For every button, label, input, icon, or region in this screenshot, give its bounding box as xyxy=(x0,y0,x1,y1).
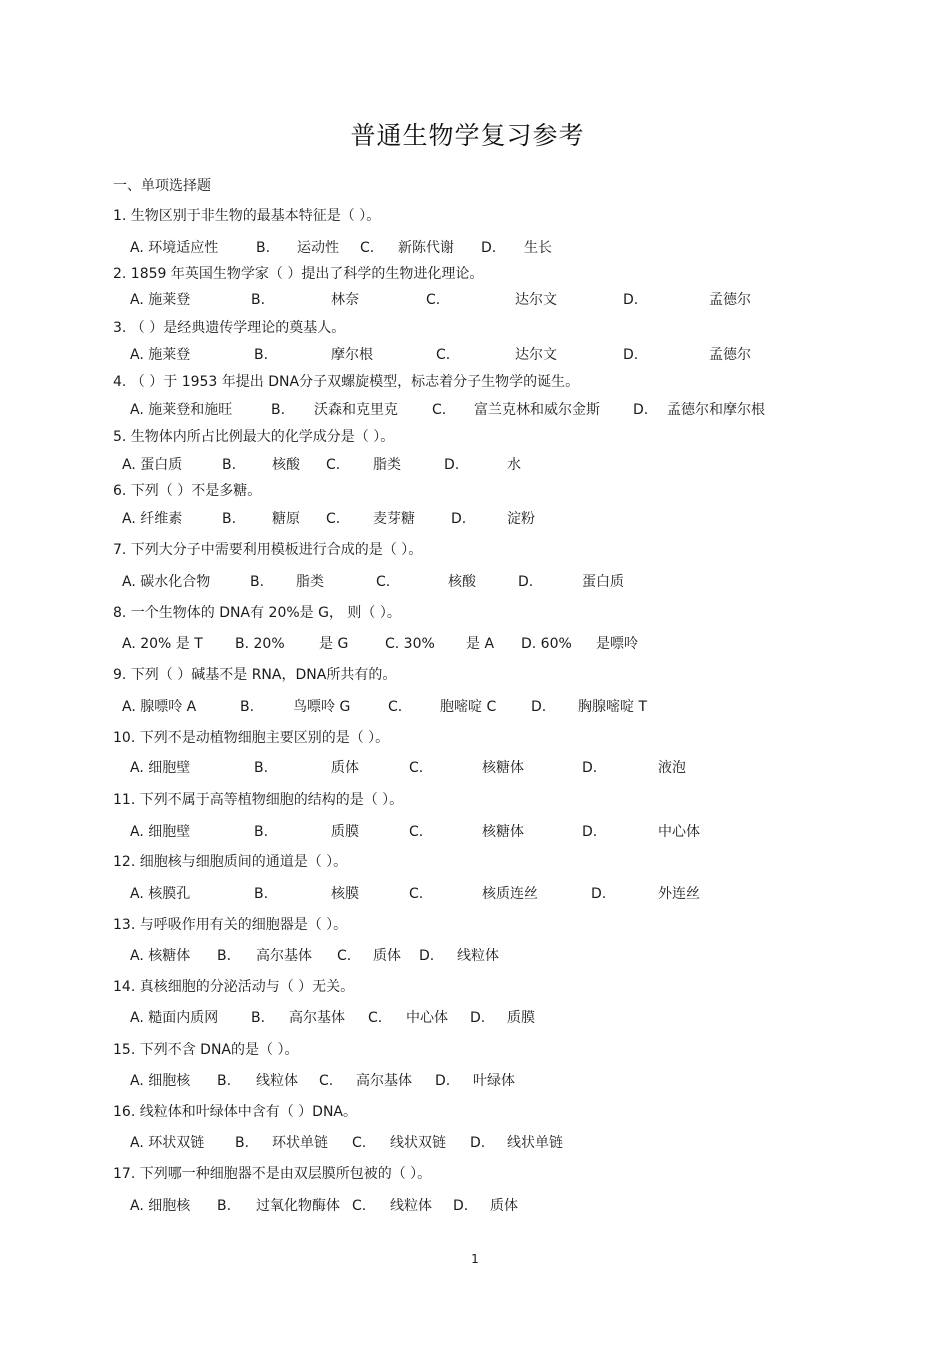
option: 液泡 xyxy=(658,760,686,776)
option: 高尔基体 xyxy=(356,1073,412,1089)
option: D. xyxy=(531,699,547,715)
option: 脂类 xyxy=(373,457,401,473)
option: 达尔文 xyxy=(515,347,557,363)
question-11: 11. 下列不属于高等植物细胞的结构的是（ ）。 xyxy=(113,792,404,808)
option: 新陈代谢 xyxy=(398,240,454,256)
option: B. xyxy=(217,1073,232,1089)
option: B. xyxy=(256,240,271,256)
question-17: 17. 下列哪一种细胞器不是由双层膜所包被的（ ）。 xyxy=(113,1166,432,1182)
option: 淀粉 xyxy=(507,511,535,527)
option: B. xyxy=(254,760,269,776)
option: 线状双链 xyxy=(390,1135,446,1151)
option: C. xyxy=(352,1198,367,1214)
option: 核质连丝 xyxy=(482,886,538,902)
option: A. 施莱登 xyxy=(130,347,191,363)
question-6: 6. 下列（ ）不是多糖。 xyxy=(113,483,262,499)
option: 中心体 xyxy=(406,1010,448,1026)
option: 过氧化物酶体 xyxy=(256,1198,340,1214)
option: 线粒体 xyxy=(256,1073,298,1089)
option: 核酸 xyxy=(448,574,476,590)
option: A. 细胞壁 xyxy=(130,824,191,840)
option: D. xyxy=(435,1073,451,1089)
option: 林奈 xyxy=(331,292,359,308)
option: 质体 xyxy=(331,760,359,776)
option: A. 环状双链 xyxy=(130,1135,205,1151)
option: 鸟嘌呤 G xyxy=(293,699,351,715)
option: B. xyxy=(271,402,286,418)
question-9: 9. 下列（ ）碱基不是 RNA，DNA所共有的。 xyxy=(113,667,397,683)
question-14: 14. 真核细胞的分泌活动与（ ）无关。 xyxy=(113,979,355,995)
question-8: 8. 一个生物体的 DNA有 20%是 G， 则（ ）。 xyxy=(113,605,401,621)
section-heading: 一、单项选择题 xyxy=(113,178,211,194)
option: C. xyxy=(409,886,424,902)
option: A. 腺嘌呤 A xyxy=(122,699,197,715)
option: D. xyxy=(623,347,639,363)
option: C. 30% xyxy=(385,636,435,652)
option: A. 细胞壁 xyxy=(130,760,191,776)
option: C. xyxy=(409,760,424,776)
question-3: 3. （ ）是经典遗传学理论的奠基人。 xyxy=(113,320,346,336)
option: D. xyxy=(470,1135,486,1151)
option: B. xyxy=(217,948,232,964)
option: 富兰克林和威尔金斯 xyxy=(474,402,600,418)
option: 线状单链 xyxy=(507,1135,563,1151)
question-15: 15. 下列不含 DNA的是（ ）。 xyxy=(113,1042,299,1058)
option: 孟德尔和摩尔根 xyxy=(667,402,765,418)
option: A. 糙面内质网 xyxy=(130,1010,219,1026)
option: 麦芽糖 xyxy=(373,511,415,527)
option: 核糖体 xyxy=(482,760,524,776)
option: 达尔文 xyxy=(515,292,557,308)
option: 摩尔根 xyxy=(331,347,373,363)
option: 孟德尔 xyxy=(709,347,751,363)
option: 是 A xyxy=(466,636,495,652)
option: D. xyxy=(481,240,497,256)
page-number: 1 xyxy=(471,1252,479,1266)
option: 线粒体 xyxy=(457,948,499,964)
option: 线粒体 xyxy=(390,1198,432,1214)
option: A. 蛋白质 xyxy=(122,457,183,473)
option: C. xyxy=(326,511,341,527)
option: D. xyxy=(582,760,598,776)
option: B. xyxy=(222,457,237,473)
option: D. xyxy=(582,824,598,840)
option: C. xyxy=(432,402,447,418)
option: D. 60% xyxy=(521,636,572,652)
question-2: 2. 1859 年英国生物学家（ ）提出了科学的生物进化理论。 xyxy=(113,266,484,282)
option: 质体 xyxy=(490,1198,518,1214)
question-4: 4. （ ）于 1953 年提出 DNA分子双螺旋模型，标志着分子生物学的诞生。 xyxy=(113,374,580,390)
option: A. 细胞核 xyxy=(130,1198,191,1214)
option: 环状单链 xyxy=(272,1135,328,1151)
option: C. xyxy=(352,1135,367,1151)
option: 胸腺嘧啶 T xyxy=(578,699,648,715)
option: A. 环境适应性 xyxy=(130,240,219,256)
option: B. xyxy=(254,824,269,840)
option: B. xyxy=(251,1010,266,1026)
option: 运动性 xyxy=(297,240,339,256)
question-1: 1. 生物区别于非生物的最基本特征是（ ）。 xyxy=(113,208,381,224)
option: B. xyxy=(251,292,266,308)
option: B. 20% xyxy=(235,636,285,652)
option: B. xyxy=(254,886,269,902)
option: A. 纤维素 xyxy=(122,511,183,527)
option: D. xyxy=(518,574,534,590)
option: D. xyxy=(451,511,467,527)
option: B. xyxy=(250,574,265,590)
option: A. 核膜孔 xyxy=(130,886,191,902)
option: 质体 xyxy=(373,948,401,964)
option: B. xyxy=(254,347,269,363)
option: A. 施莱登和施旺 xyxy=(130,402,233,418)
option: 高尔基体 xyxy=(256,948,312,964)
option: 糖原 xyxy=(272,511,300,527)
option: A. 20% 是 T xyxy=(122,636,203,652)
question-13: 13. 与呼吸作用有关的细胞器是（ ）。 xyxy=(113,917,348,933)
option: 中心体 xyxy=(658,824,700,840)
option: 核膜 xyxy=(331,886,359,902)
option: C. xyxy=(376,574,391,590)
option: 外连丝 xyxy=(658,886,700,902)
question-10: 10. 下列不是动植物细胞主要区别的是（ ）。 xyxy=(113,730,390,746)
option: C. xyxy=(360,240,375,256)
option: C. xyxy=(319,1073,334,1089)
option: A. 施莱登 xyxy=(130,292,191,308)
option: D. xyxy=(444,457,460,473)
option: B. xyxy=(235,1135,250,1151)
question-5: 5. 生物体内所占比例最大的化学成分是（ ）。 xyxy=(113,429,395,445)
option: 蛋白质 xyxy=(582,574,624,590)
option: C. xyxy=(436,347,451,363)
option: 孟德尔 xyxy=(709,292,751,308)
option: D. xyxy=(591,886,607,902)
option: C. xyxy=(426,292,441,308)
option: C. xyxy=(409,824,424,840)
option: D. xyxy=(453,1198,469,1214)
document-title: 普通生物学复习参考 xyxy=(350,121,585,150)
option: D. xyxy=(470,1010,486,1026)
option: A. 碳水化合物 xyxy=(122,574,211,590)
option: 胞嘧啶 C xyxy=(440,699,497,715)
option: 质膜 xyxy=(331,824,359,840)
option: C. xyxy=(388,699,403,715)
option: D. xyxy=(623,292,639,308)
option: A. 核糖体 xyxy=(130,948,191,964)
option: B. xyxy=(222,511,237,527)
question-16: 16. 线粒体和叶绿体中含有（ ）DNA。 xyxy=(113,1104,357,1120)
question-12: 12. 细胞核与细胞质间的通道是（ ）。 xyxy=(113,854,348,870)
option: 是嘌呤 xyxy=(596,636,638,652)
question-7: 7. 下列大分子中需要利用模板进行合成的是（ ）。 xyxy=(113,542,423,558)
option: 核酸 xyxy=(272,457,300,473)
option: D. xyxy=(633,402,649,418)
option: C. xyxy=(337,948,352,964)
option: 生长 xyxy=(524,240,552,256)
option: 叶绿体 xyxy=(473,1073,515,1089)
option: 是 G xyxy=(319,636,349,652)
option: B. xyxy=(240,699,255,715)
option: 水 xyxy=(507,457,521,473)
option: 高尔基体 xyxy=(289,1010,345,1026)
option: D. xyxy=(419,948,435,964)
option: 质膜 xyxy=(507,1010,535,1026)
option: B. xyxy=(217,1198,232,1214)
option: C. xyxy=(368,1010,383,1026)
option: 核糖体 xyxy=(482,824,524,840)
option: A. 细胞核 xyxy=(130,1073,191,1089)
option: 脂类 xyxy=(296,574,324,590)
option: 沃森和克里克 xyxy=(314,402,398,418)
option: C. xyxy=(326,457,341,473)
